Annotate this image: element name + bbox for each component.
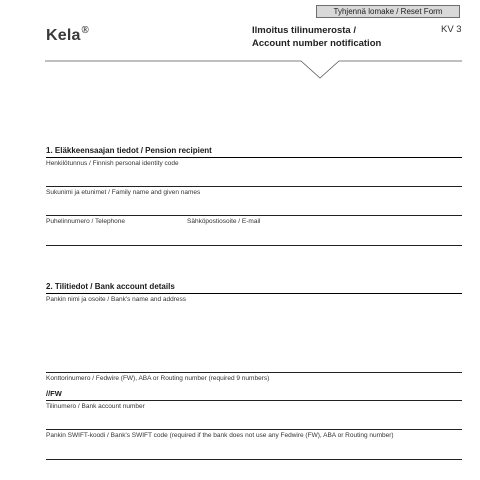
phone-label: Puhelinnumero / Telephone <box>46 218 126 225</box>
personal-id-input[interactable] <box>46 170 460 184</box>
logo-text: Kela <box>46 27 81 44</box>
section-1-rule <box>46 157 462 158</box>
routing-prefix: //FW <box>46 389 62 398</box>
phone-input[interactable] <box>46 228 182 242</box>
email-label: Sähköpostiosoite / E-mail <box>187 218 261 225</box>
kela-logo <box>46 27 89 45</box>
reset-form-button[interactable]: Tyhjennä lomake / Reset Form <box>316 5 460 18</box>
section-2-rule <box>46 293 462 294</box>
form-title-line-2: Account number notification <box>252 38 382 49</box>
bank-name-underline <box>46 372 462 373</box>
swift-underline <box>46 459 462 460</box>
personal-id-label: Henkilötunnus / Finnish personal identity code <box>46 160 179 167</box>
header-divider <box>45 60 463 80</box>
section-1-heading: 1. Eläkkeensaajan tiedot / Pension recipient <box>46 146 212 155</box>
name-underline <box>46 215 462 216</box>
swift-code-input[interactable] <box>46 442 460 456</box>
name-label: Sukunimi ja etunimet / Family name and given names <box>46 189 201 196</box>
form-title <box>252 24 381 50</box>
routing-number-input[interactable] <box>66 386 460 400</box>
section-2-heading: 2. Tilitiedot / Bank account details <box>46 282 175 291</box>
routing-underline <box>46 400 462 401</box>
phone-email-underline <box>46 245 462 246</box>
logo-mark-icon: Ⓡ <box>81 27 89 34</box>
name-input[interactable] <box>46 199 460 213</box>
account-number-label: Tilinumero / Bank account number <box>46 403 145 410</box>
personal-id-underline <box>46 186 462 187</box>
bank-name-label: Pankin nimi ja osoite / Bank's name and address <box>46 296 186 303</box>
account-number-input[interactable] <box>46 413 460 427</box>
bank-name-address-input[interactable] <box>46 306 460 370</box>
account-underline <box>46 429 462 430</box>
form-code: KV 3 <box>441 24 462 35</box>
routing-number-label: Konttorinumero / Fedwire (FW), ABA or Routing number (required 9 numbers) <box>46 375 270 382</box>
swift-code-label: Pankin SWIFT-koodi / Bank's SWIFT code (required if the bank does not use any Fedwire (FW), ABA or Routing number) <box>46 432 394 439</box>
email-input[interactable] <box>187 228 460 242</box>
form-title-line-1: Ilmoitus tilinumerosta / <box>252 25 356 36</box>
